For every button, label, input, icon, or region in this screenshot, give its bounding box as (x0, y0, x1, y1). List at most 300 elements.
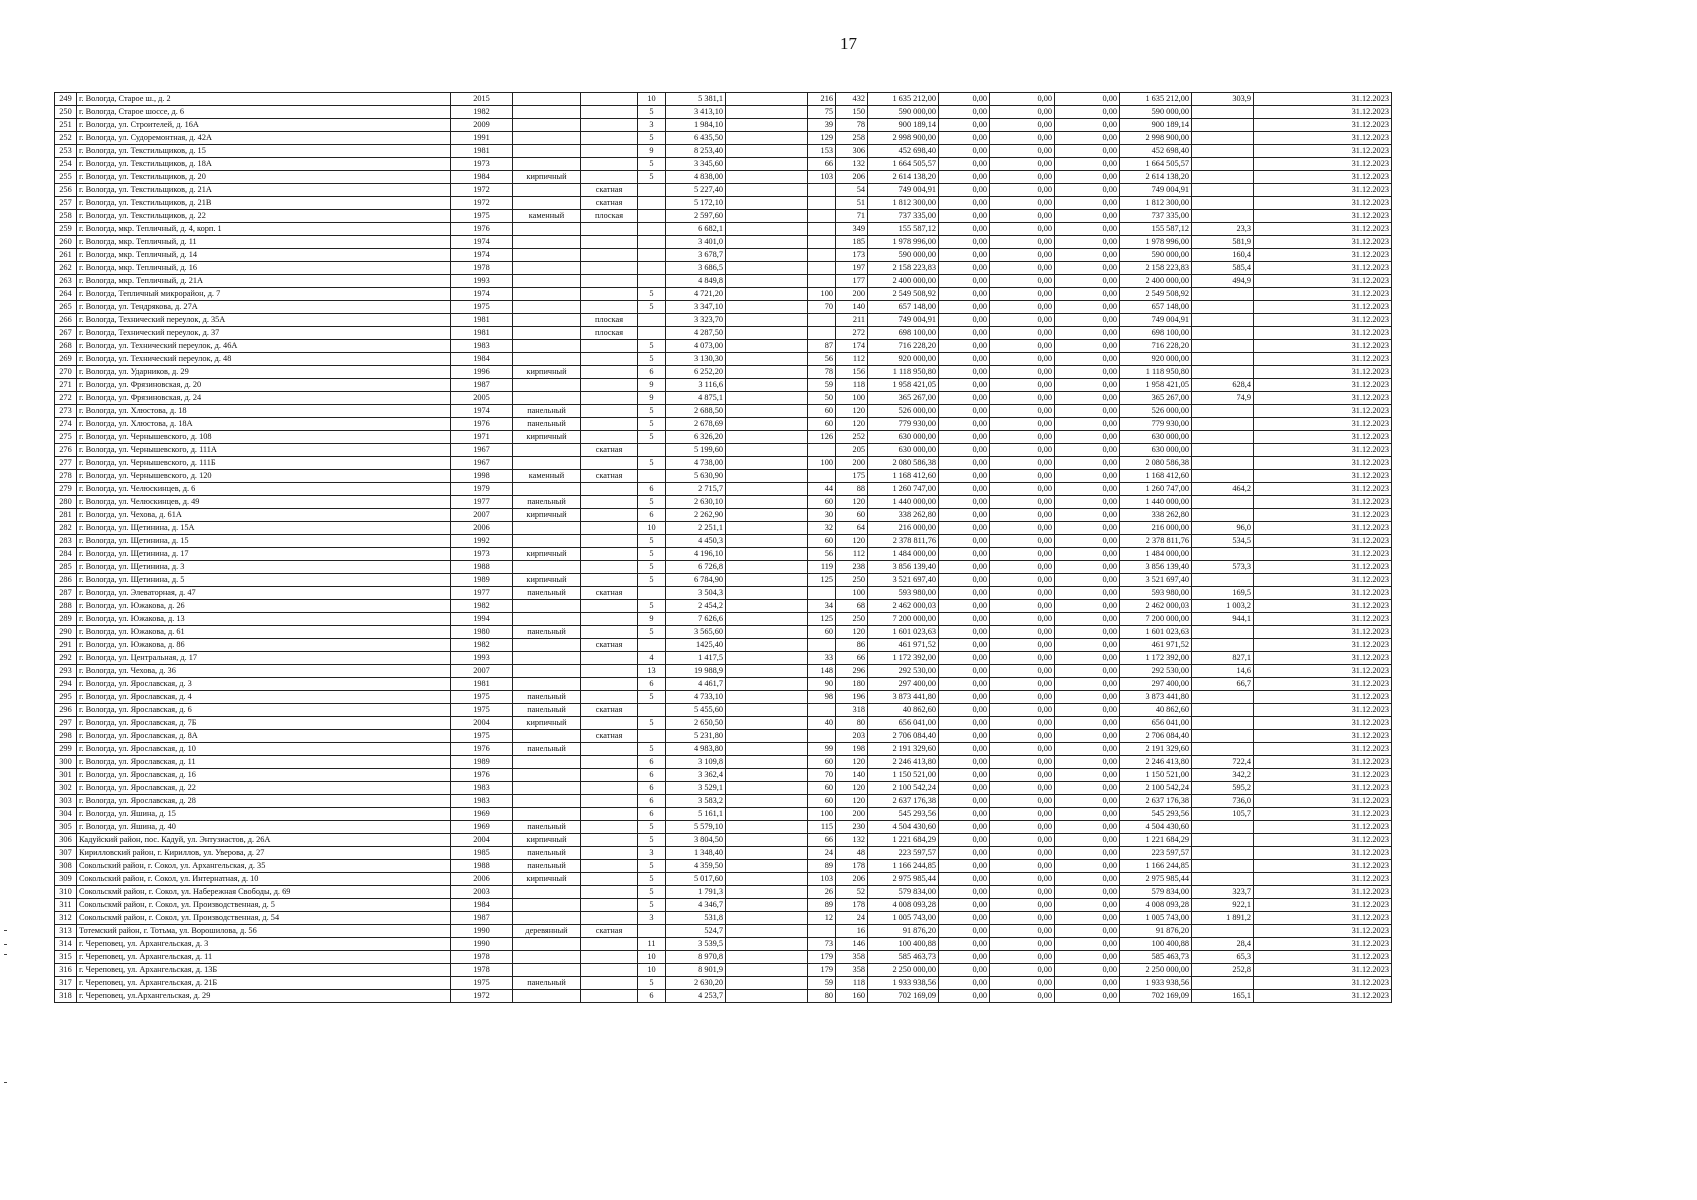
cell-fund-b: 0,00 (990, 951, 1055, 964)
cell-floors: 10 (638, 522, 666, 535)
cell-fund-c: 0,00 (1055, 457, 1120, 470)
cell-fund-a: 0,00 (939, 197, 990, 210)
cell-floors: 9 (638, 145, 666, 158)
cell-fund-b: 0,00 (990, 691, 1055, 704)
cell-wall-material (513, 197, 581, 210)
cell-empty-column (726, 951, 808, 964)
cell-empty-column (726, 431, 808, 444)
cell-year-built: 2009 (451, 119, 513, 132)
cell-year-built: 1996 (451, 366, 513, 379)
cell-area: 4 738,00 (666, 457, 726, 470)
cell-row-number: 254 (55, 158, 77, 171)
cell-wall-material (513, 912, 581, 925)
cell-owner-funds: 3 856 139,40 (1120, 561, 1192, 574)
cell-floors (638, 210, 666, 223)
cell-area: 4 346,7 (666, 899, 726, 912)
cell-roof-type (581, 600, 638, 613)
cell-empty-column (726, 145, 808, 158)
cell-fund-b: 0,00 (990, 184, 1055, 197)
cell-cost-per-sqm: 65,3 (1192, 951, 1254, 964)
cell-value-b: 66 (836, 652, 868, 665)
cell-empty-column (726, 873, 808, 886)
cell-fund-c: 0,00 (1055, 184, 1120, 197)
cell-owner-funds: 737 335,00 (1120, 210, 1192, 223)
cell-fund-c: 0,00 (1055, 119, 1120, 132)
cell-cost-per-sqm (1192, 977, 1254, 990)
cell-address: г. Вологда, ул. Южакова, д. 13 (77, 613, 451, 626)
cell-wall-material (513, 561, 581, 574)
cell-wall-material: кирпичный (513, 873, 581, 886)
cell-fund-c: 0,00 (1055, 769, 1120, 782)
cell-owner-funds: 2 462 000,03 (1120, 600, 1192, 613)
cell-fund-c: 0,00 (1055, 132, 1120, 145)
cell-owner-funds: 1 118 950,80 (1120, 366, 1192, 379)
table-row (55, 392, 1392, 405)
cell-area: 2 597,60 (666, 210, 726, 223)
cell-value-a: 78 (808, 366, 836, 379)
cell-area: 4 287,50 (666, 327, 726, 340)
cell-address: Сокольскмй район, г. Сокол, ул. Набережная Свободы, д. 69 (77, 886, 451, 899)
cell-cost-per-sqm: 595,2 (1192, 782, 1254, 795)
cell-row-number: 276 (55, 444, 77, 457)
cell-owner-funds: 223 597,57 (1120, 847, 1192, 860)
cell-value-a: 73 (808, 938, 836, 951)
cell-total-cost: 749 004,91 (868, 184, 939, 197)
cell-value-b: 54 (836, 184, 868, 197)
cell-wall-material: кирпичный (513, 366, 581, 379)
cell-value-a: 60 (808, 782, 836, 795)
cell-total-cost: 3 873 441,80 (868, 691, 939, 704)
cell-value-b: 318 (836, 704, 868, 717)
cell-total-cost: 737 335,00 (868, 210, 939, 223)
cell-fund-c: 0,00 (1055, 834, 1120, 847)
cell-fund-c: 0,00 (1055, 899, 1120, 912)
cell-fund-a: 0,00 (939, 210, 990, 223)
register-table (54, 92, 1392, 1003)
cell-roof-type (581, 236, 638, 249)
cell-total-cost: 900 189,14 (868, 119, 939, 132)
cell-completion-date: 31.12.2023 (1254, 535, 1392, 548)
cell-wall-material: кирпичный (513, 431, 581, 444)
cell-year-built: 2006 (451, 873, 513, 886)
cell-fund-a: 0,00 (939, 912, 990, 925)
table-row (55, 990, 1392, 1003)
cell-floors (638, 470, 666, 483)
cell-owner-funds: 698 100,00 (1120, 327, 1192, 340)
cell-fund-b: 0,00 (990, 496, 1055, 509)
cell-fund-c: 0,00 (1055, 470, 1120, 483)
cell-address: г. Вологда, ул. Южакова, д. 61 (77, 626, 451, 639)
cell-address: г. Вологда, ул. Фрязиновская, д. 24 (77, 392, 451, 405)
cell-cost-per-sqm: 922,1 (1192, 899, 1254, 912)
cell-fund-c: 0,00 (1055, 717, 1120, 730)
cell-area: 8 970,8 (666, 951, 726, 964)
cell-floors: 5 (638, 834, 666, 847)
cell-year-built: 2015 (451, 93, 513, 106)
cell-year-built: 1981 (451, 678, 513, 691)
cell-empty-column (726, 964, 808, 977)
cell-area: 3 504,3 (666, 587, 726, 600)
table-row (55, 600, 1392, 613)
cell-year-built: 1974 (451, 405, 513, 418)
cell-total-cost: 2 549 508,92 (868, 288, 939, 301)
cell-floors: 6 (638, 483, 666, 496)
cell-owner-funds: 2 400 000,00 (1120, 275, 1192, 288)
cell-total-cost: 2 250 000,00 (868, 964, 939, 977)
cell-cost-per-sqm (1192, 834, 1254, 847)
cell-roof-type (581, 886, 638, 899)
cell-wall-material (513, 990, 581, 1003)
cell-fund-b: 0,00 (990, 275, 1055, 288)
cell-address: г. Вологда, ул. Ярославская, д. 6 (77, 704, 451, 717)
cell-owner-funds: 2 706 084,40 (1120, 730, 1192, 743)
cell-year-built: 1980 (451, 626, 513, 639)
cell-completion-date: 31.12.2023 (1254, 756, 1392, 769)
cell-fund-a: 0,00 (939, 288, 990, 301)
cell-owner-funds: 1 812 300,00 (1120, 197, 1192, 210)
cell-row-number: 295 (55, 691, 77, 704)
cell-row-number: 306 (55, 834, 77, 847)
cell-year-built: 1982 (451, 106, 513, 119)
table-row (55, 821, 1392, 834)
cell-cost-per-sqm (1192, 119, 1254, 132)
cell-empty-column (726, 587, 808, 600)
cell-owner-funds: 1 978 996,00 (1120, 236, 1192, 249)
cell-year-built: 1977 (451, 587, 513, 600)
cell-fund-b: 0,00 (990, 561, 1055, 574)
cell-roof-type: плоская (581, 327, 638, 340)
cell-empty-column (726, 132, 808, 145)
cell-cost-per-sqm (1192, 444, 1254, 457)
cell-year-built: 1978 (451, 262, 513, 275)
cell-year-built: 1982 (451, 639, 513, 652)
cell-wall-material (513, 613, 581, 626)
cell-fund-c: 0,00 (1055, 106, 1120, 119)
cell-fund-b: 0,00 (990, 847, 1055, 860)
cell-roof-type (581, 873, 638, 886)
cell-owner-funds: 2 637 176,38 (1120, 795, 1192, 808)
cell-owner-funds: 1 005 743,00 (1120, 912, 1192, 925)
cell-roof-type (581, 119, 638, 132)
cell-roof-type (581, 262, 638, 275)
cell-area: 1425,40 (666, 639, 726, 652)
cell-fund-a: 0,00 (939, 717, 990, 730)
cell-empty-column (726, 938, 808, 951)
cell-address: г. Вологда, мкр. Тепличный, д. 16 (77, 262, 451, 275)
cell-wall-material (513, 457, 581, 470)
cell-fund-b: 0,00 (990, 444, 1055, 457)
cell-roof-type (581, 847, 638, 860)
cell-wall-material (513, 652, 581, 665)
cell-area: 3 109,8 (666, 756, 726, 769)
cell-value-b: 205 (836, 444, 868, 457)
cell-fund-c: 0,00 (1055, 197, 1120, 210)
cell-completion-date: 31.12.2023 (1254, 509, 1392, 522)
cell-value-a: 33 (808, 652, 836, 665)
cell-roof-type (581, 509, 638, 522)
cell-total-cost: 1 150 521,00 (868, 769, 939, 782)
cell-row-number: 265 (55, 301, 77, 314)
cell-fund-a: 0,00 (939, 782, 990, 795)
cell-value-a: 56 (808, 548, 836, 561)
cell-fund-c: 0,00 (1055, 379, 1120, 392)
cell-value-b: 178 (836, 860, 868, 873)
cell-area: 2 650,50 (666, 717, 726, 730)
cell-total-cost: 91 876,20 (868, 925, 939, 938)
cell-roof-type: скатная (581, 184, 638, 197)
cell-empty-column (726, 340, 808, 353)
cell-fund-a: 0,00 (939, 483, 990, 496)
cell-year-built: 1976 (451, 769, 513, 782)
cell-cost-per-sqm: 573,3 (1192, 561, 1254, 574)
cell-row-number: 305 (55, 821, 77, 834)
cell-fund-b: 0,00 (990, 795, 1055, 808)
table-row (55, 899, 1392, 912)
cell-fund-a: 0,00 (939, 392, 990, 405)
cell-completion-date: 31.12.2023 (1254, 431, 1392, 444)
cell-address: г. Вологда, ул. Щетинина, д. 17 (77, 548, 451, 561)
cell-value-b: 173 (836, 249, 868, 262)
cell-roof-type (581, 821, 638, 834)
cell-completion-date: 31.12.2023 (1254, 184, 1392, 197)
cell-total-cost: 2 246 413,80 (868, 756, 939, 769)
cell-fund-a: 0,00 (939, 522, 990, 535)
cell-year-built: 1972 (451, 184, 513, 197)
cell-owner-funds: 702 169,09 (1120, 990, 1192, 1003)
cell-value-a (808, 327, 836, 340)
cell-completion-date: 31.12.2023 (1254, 171, 1392, 184)
cell-year-built: 1983 (451, 795, 513, 808)
cell-fund-c: 0,00 (1055, 977, 1120, 990)
table-row (55, 158, 1392, 171)
cell-wall-material: кирпичный (513, 717, 581, 730)
cell-value-b: 252 (836, 431, 868, 444)
cell-fund-a: 0,00 (939, 574, 990, 587)
cell-wall-material: кирпичный (513, 574, 581, 587)
cell-row-number: 271 (55, 379, 77, 392)
cell-address: г. Череповец, ул. Архангельская, д. 11 (77, 951, 451, 964)
cell-wall-material (513, 106, 581, 119)
cell-area: 1 348,40 (666, 847, 726, 860)
cell-address: Тотемский район, г. Тотьма, ул. Ворошилова, д. 56 (77, 925, 451, 938)
cell-completion-date: 31.12.2023 (1254, 587, 1392, 600)
table-row (55, 366, 1392, 379)
cell-wall-material (513, 444, 581, 457)
cell-total-cost: 1 118 950,80 (868, 366, 939, 379)
cell-completion-date: 31.12.2023 (1254, 132, 1392, 145)
cell-address: г. Вологда, ул. Текстильщиков, д. 21В (77, 197, 451, 210)
cell-total-cost: 292 530,00 (868, 665, 939, 678)
cell-fund-a: 0,00 (939, 366, 990, 379)
cell-total-cost: 3 856 139,40 (868, 561, 939, 574)
cell-completion-date: 31.12.2023 (1254, 938, 1392, 951)
cell-owner-funds: 100 400,88 (1120, 938, 1192, 951)
cell-address: г. Вологда, ул. Текстильщиков, д. 15 (77, 145, 451, 158)
cell-fund-b: 0,00 (990, 639, 1055, 652)
cell-fund-a: 0,00 (939, 587, 990, 600)
cell-value-b: 198 (836, 743, 868, 756)
cell-owner-funds: 630 000,00 (1120, 444, 1192, 457)
cell-empty-column (726, 444, 808, 457)
cell-area: 531,8 (666, 912, 726, 925)
cell-wall-material (513, 808, 581, 821)
cell-owner-funds: 216 000,00 (1120, 522, 1192, 535)
cell-cost-per-sqm (1192, 860, 1254, 873)
cell-roof-type (581, 977, 638, 990)
cell-row-number: 252 (55, 132, 77, 145)
cell-completion-date: 31.12.2023 (1254, 301, 1392, 314)
cell-owner-funds: 1 260 747,00 (1120, 483, 1192, 496)
cell-year-built: 1969 (451, 808, 513, 821)
cell-fund-a: 0,00 (939, 925, 990, 938)
cell-cost-per-sqm: 1 891,2 (1192, 912, 1254, 925)
cell-value-b: 120 (836, 496, 868, 509)
cell-floors: 5 (638, 574, 666, 587)
cell-wall-material (513, 756, 581, 769)
table-row (55, 795, 1392, 808)
cell-fund-c: 0,00 (1055, 782, 1120, 795)
cell-address: г. Вологда, ул. Ярославская, д. 4 (77, 691, 451, 704)
cell-completion-date: 31.12.2023 (1254, 886, 1392, 899)
cell-address: г. Вологда, ул. Чернышевского, д. 111Б (77, 457, 451, 470)
cell-area: 5 199,60 (666, 444, 726, 457)
cell-value-b: 206 (836, 171, 868, 184)
cell-empty-column (726, 561, 808, 574)
cell-year-built: 1981 (451, 314, 513, 327)
cell-address: г. Вологда, мкр. Тепличный, д. 11 (77, 236, 451, 249)
page-number: 17 (840, 34, 857, 53)
cell-area: 5 455,60 (666, 704, 726, 717)
cell-address: г. Вологда, ул. Элеваторная, д. 47 (77, 587, 451, 600)
cell-floors: 5 (638, 743, 666, 756)
table-row (55, 418, 1392, 431)
cell-fund-b: 0,00 (990, 912, 1055, 925)
cell-cost-per-sqm: 585,4 (1192, 262, 1254, 275)
cell-wall-material (513, 132, 581, 145)
cell-cost-per-sqm (1192, 197, 1254, 210)
cell-value-b: 200 (836, 288, 868, 301)
cell-fund-b: 0,00 (990, 769, 1055, 782)
cell-value-b: 180 (836, 678, 868, 691)
cell-owner-funds: 2 158 223,83 (1120, 262, 1192, 275)
cell-area: 6 435,50 (666, 132, 726, 145)
cell-total-cost: 2 637 176,38 (868, 795, 939, 808)
cell-completion-date: 31.12.2023 (1254, 730, 1392, 743)
cell-area: 3 116,6 (666, 379, 726, 392)
cell-total-cost: 716 228,20 (868, 340, 939, 353)
cell-fund-a: 0,00 (939, 275, 990, 288)
cell-floors (638, 314, 666, 327)
table-row (55, 496, 1392, 509)
cell-fund-c: 0,00 (1055, 964, 1120, 977)
cell-cost-per-sqm: 464,2 (1192, 483, 1254, 496)
cell-address: г. Вологда, ул. Яшина, д. 15 (77, 808, 451, 821)
cell-floors: 6 (638, 795, 666, 808)
cell-fund-a: 0,00 (939, 561, 990, 574)
table-row (55, 327, 1392, 340)
cell-cost-per-sqm (1192, 717, 1254, 730)
cell-area: 3 529,1 (666, 782, 726, 795)
cell-completion-date: 31.12.2023 (1254, 249, 1392, 262)
cell-cost-per-sqm (1192, 847, 1254, 860)
cell-value-a: 44 (808, 483, 836, 496)
cell-area: 6 252,20 (666, 366, 726, 379)
cell-value-a (808, 210, 836, 223)
cell-total-cost: 593 980,00 (868, 587, 939, 600)
cell-fund-c: 0,00 (1055, 210, 1120, 223)
cell-wall-material (513, 314, 581, 327)
cell-cost-per-sqm (1192, 691, 1254, 704)
cell-roof-type: скатная (581, 444, 638, 457)
cell-row-number: 307 (55, 847, 77, 860)
cell-value-a: 24 (808, 847, 836, 860)
cell-year-built: 1988 (451, 561, 513, 574)
cell-fund-b: 0,00 (990, 171, 1055, 184)
cell-area: 4 359,50 (666, 860, 726, 873)
cell-address: г. Вологда, Технический переулок, д. 37 (77, 327, 451, 340)
cell-fund-c: 0,00 (1055, 704, 1120, 717)
table-row (55, 171, 1392, 184)
cell-value-b: 118 (836, 977, 868, 990)
cell-cost-per-sqm (1192, 132, 1254, 145)
cell-fund-a: 0,00 (939, 665, 990, 678)
cell-floors: 5 (638, 873, 666, 886)
cell-area: 5 017,60 (666, 873, 726, 886)
cell-completion-date: 31.12.2023 (1254, 678, 1392, 691)
cell-owner-funds: 4 008 093,28 (1120, 899, 1192, 912)
cell-completion-date: 31.12.2023 (1254, 717, 1392, 730)
cell-year-built: 1983 (451, 340, 513, 353)
cell-fund-b: 0,00 (990, 652, 1055, 665)
cell-roof-type (581, 340, 638, 353)
cell-owner-funds: 1 168 412,60 (1120, 470, 1192, 483)
cell-fund-c: 0,00 (1055, 431, 1120, 444)
table-row (55, 704, 1392, 717)
cell-completion-date: 31.12.2023 (1254, 483, 1392, 496)
cell-row-number: 293 (55, 665, 77, 678)
cell-fund-c: 0,00 (1055, 223, 1120, 236)
cell-cost-per-sqm (1192, 431, 1254, 444)
cell-cost-per-sqm (1192, 639, 1254, 652)
cell-fund-b: 0,00 (990, 132, 1055, 145)
cell-fund-c: 0,00 (1055, 678, 1120, 691)
cell-cost-per-sqm (1192, 704, 1254, 717)
cell-floors: 3 (638, 912, 666, 925)
cell-owner-funds: 1 933 938,56 (1120, 977, 1192, 990)
cell-row-number: 274 (55, 418, 77, 431)
cell-fund-a: 0,00 (939, 223, 990, 236)
table-row (55, 379, 1392, 392)
cell-floors: 5 (638, 301, 666, 314)
table-row (55, 184, 1392, 197)
cell-fund-b: 0,00 (990, 405, 1055, 418)
cell-wall-material (513, 886, 581, 899)
cell-fund-a: 0,00 (939, 184, 990, 197)
cell-empty-column (726, 886, 808, 899)
cell-wall-material (513, 678, 581, 691)
cell-wall-material: панельный (513, 847, 581, 860)
cell-row-number: 256 (55, 184, 77, 197)
cell-fund-b: 0,00 (990, 379, 1055, 392)
cell-cost-per-sqm: 165,1 (1192, 990, 1254, 1003)
cell-area: 7 626,6 (666, 613, 726, 626)
cell-empty-column (726, 626, 808, 639)
cell-value-a: 50 (808, 392, 836, 405)
cell-empty-column (726, 834, 808, 847)
cell-roof-type (581, 574, 638, 587)
cell-owner-funds: 526 000,00 (1120, 405, 1192, 418)
cell-floors: 5 (638, 405, 666, 418)
